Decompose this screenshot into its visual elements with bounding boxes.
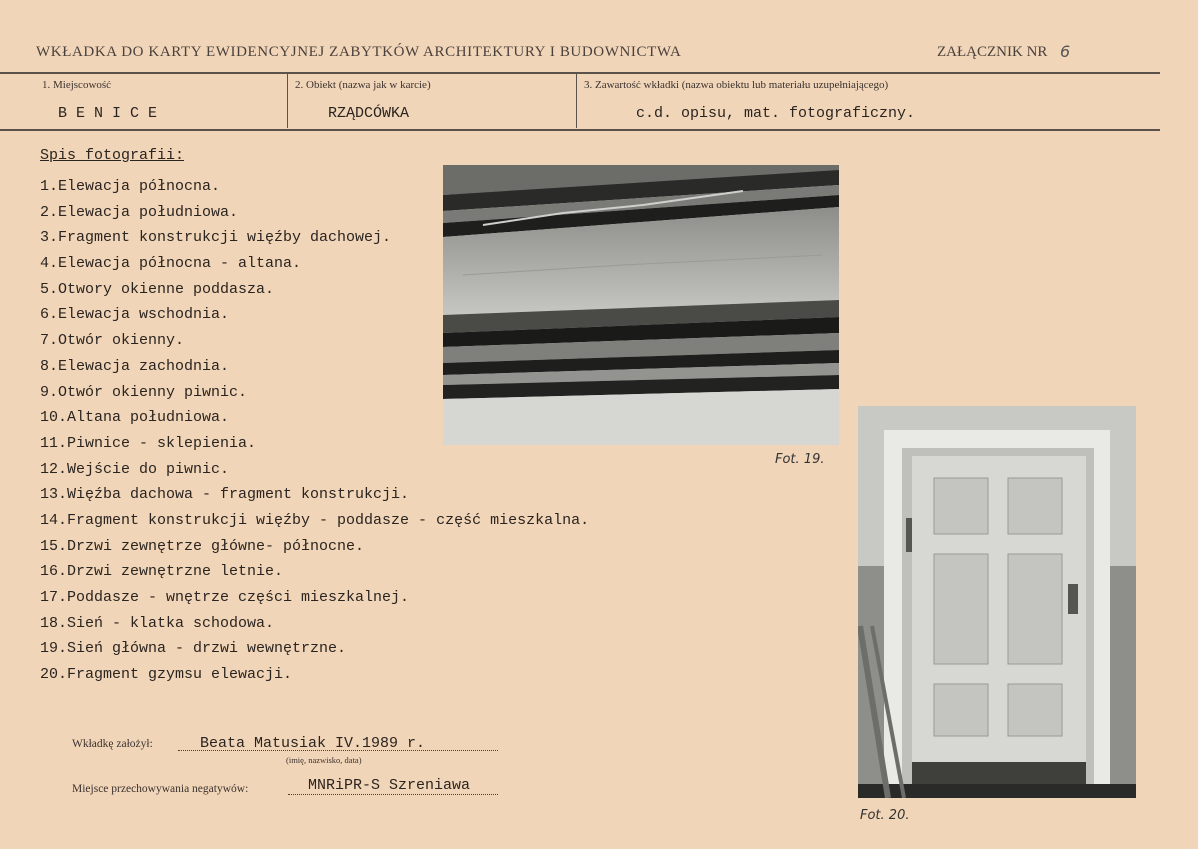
door-photo-image [858, 406, 1136, 798]
negatives-value: MNRiPR-S Szreniawa [308, 777, 471, 794]
negatives-label: Miejsce przechowywania negatywów: [72, 783, 249, 795]
locality-value: B E N I C E [58, 105, 158, 122]
list-item: 10.Altana południowa. [40, 409, 230, 427]
author-value: Beata Matusiak IV.1989 r. [200, 735, 426, 752]
list-item: 9.Otwór okienny piwnic. [40, 383, 248, 401]
list-item: 2.Elewacja południowa. [40, 203, 239, 221]
author-dotline [178, 750, 498, 751]
author-label: Wkładkę założył: [72, 738, 153, 750]
list-item: 3.Fragment konstrukcji więźby dachowej. [40, 229, 392, 247]
list-item: 5.Otwory okienne poddasza. [40, 280, 275, 298]
photo-19-caption: Fot. 19. [775, 452, 825, 467]
list-item: 1.Elewacja północna. [40, 178, 221, 195]
list-item: 11.Piwnice - sklepienia. [40, 434, 257, 452]
photo-list-title: Spis fotografii: [40, 147, 185, 164]
negatives-dotline [288, 794, 498, 795]
list-item: 8.Elewacja zachodnia. [40, 357, 230, 375]
fields-rule [0, 129, 1160, 131]
document-title: WKŁADKA DO KARTY EWIDENCYJNEJ ZABYTKÓW ARCHITEKTURY I BUDOWNICTWA [36, 44, 682, 60]
photo-20-caption: Fot. 20. [860, 808, 910, 823]
locality-label: 1. Miejscowość [42, 79, 112, 91]
object-value: RZĄDCÓWKA [328, 105, 410, 122]
list-item: 14.Fragment konstrukcji więźby - poddasze - część mieszkalna. [40, 511, 590, 529]
header-rule [0, 72, 1160, 74]
author-note: (imię, nazwisko, data) [286, 755, 362, 765]
list-item: 6.Elewacja wschodnia. [40, 306, 230, 324]
list-item: 20.Fragment gzymsu elewacji. [40, 666, 293, 684]
list-item: 19.Sień główna - drzwi wewnętrzne. [40, 640, 347, 658]
content-value: c.d. opisu, mat. fotograficzny. [636, 105, 916, 122]
cornice-photo-image [443, 165, 839, 445]
content-label: 3. Zawartość wkładki (nazwa obiektu lub materiału uzupełniającego) [584, 79, 889, 91]
list-item: 15.Drzwi zewnętrze główne- północne. [40, 537, 365, 555]
annex-number: 6 [1060, 42, 1071, 61]
object-label: 2. Obiekt (nazwa jak w karcie) [295, 79, 431, 91]
list-item: 7.Otwór okienny. [40, 332, 185, 350]
list-item: 13.Więźba dachowa - fragment konstrukcji. [40, 486, 410, 504]
field-divider [576, 74, 577, 128]
list-item: 18.Sień - klatka schodowa. [40, 614, 275, 632]
field-divider [287, 74, 288, 128]
door-photo [858, 406, 1136, 798]
list-item: 4.Elewacja północna - altana. [40, 255, 302, 273]
cornice-photo [443, 165, 839, 445]
list-item: 12.Wejście do piwnic. [40, 460, 230, 478]
annex-label: ZAŁĄCZNIK NR [937, 44, 1048, 60]
list-item: 16.Drzwi zewnętrzne letnie. [40, 563, 284, 581]
list-item: 17.Poddasze - wnętrze części mieszkalnej. [40, 589, 410, 606]
